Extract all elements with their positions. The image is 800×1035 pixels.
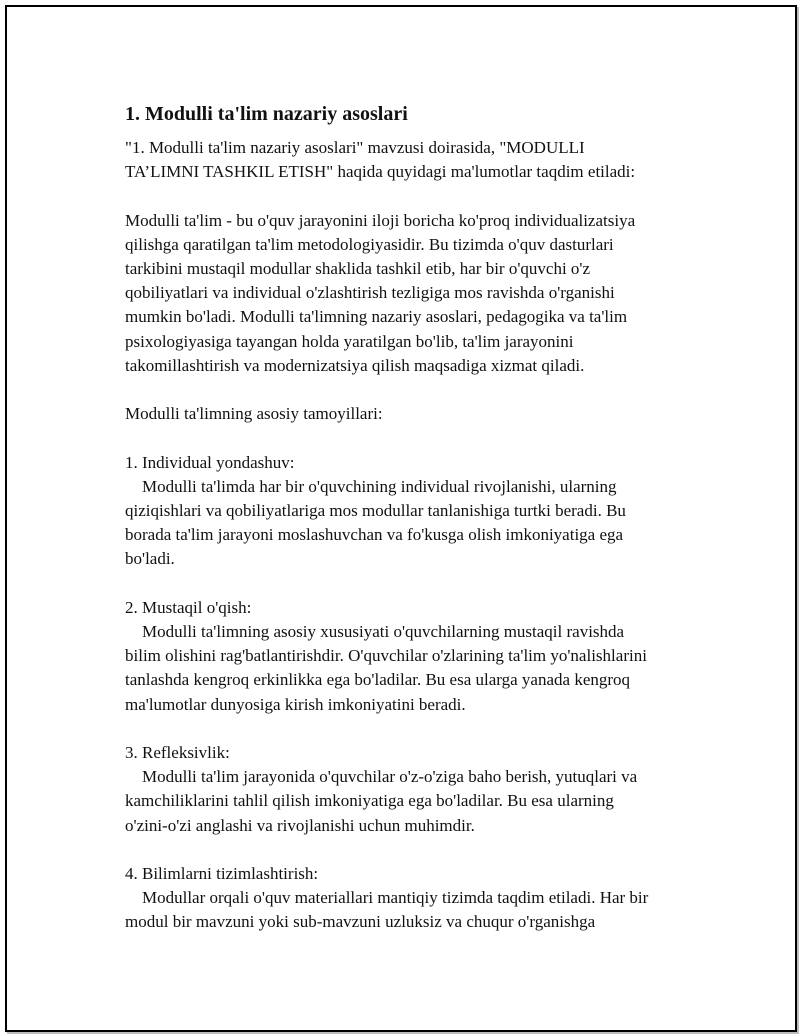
definition-line: tarkibini mustaqil modullar shaklida tashkil etib, har bir o'quvchi o'z [125, 259, 591, 278]
principle-line: Modulli ta'lim jarayonida o'quvchilar o'z-o'ziga baho berish, yutuqlari va [142, 767, 638, 787]
intro-line: TA’LIMNI TASHKIL ETISH" haqida quyidagi ma'lumotlar taqdim etiladi: [125, 162, 636, 182]
principle-line: kamchiliklarini tahlil qilish imkoniyatiga ega bo'ladilar. Bu esa ularning [125, 791, 614, 811]
principle-line: qiziqishlari va qobiliyatlariga mos modullar tanlanishiga turtki beradi. Bu [125, 501, 626, 520]
definition-line: takomillashtirish va modernizatsiya qilish maqsadiga xizmat qiladi. [125, 355, 585, 375]
definition-paragraph [125, 209, 725, 378]
principle-line: Modulli ta'limning asosiy xususiyati o'quvchilarning mustaqil ravishda [142, 622, 625, 641]
paragraph-gap [125, 426, 725, 450]
principle-line: Modullar orqali o'quv materiallari mantiqiy tizimda taqdim etiladi. Har bir [142, 888, 649, 908]
principle-heading: 1. Individual yondashuv: [125, 452, 295, 472]
principle-line: modul bir mavzuni yoki sub-mavzuni uzluksiz va chuqur o'rganishga [125, 912, 596, 932]
paragraph-gap [125, 378, 725, 402]
principle-line: tanlashda kengroq erkinlikka ega bo'ladilar. Bu esa ularga yanada kengroq [125, 670, 631, 690]
document-content [125, 101, 725, 935]
paragraph-gap [125, 184, 725, 208]
paragraph-gap [125, 717, 725, 741]
principle-line: bilim olishini rag'batlantirishdir. O'quvchilar o'zlarining ta'lim yo'nalishlarini [125, 646, 647, 666]
principle-line: borada ta'lim jarayoni moslashuvchan va fo'kusga olish imkoniyatiga ega [125, 525, 624, 545]
document-title: 1. Modulli ta'lim nazariy asoslari [125, 103, 408, 125]
definition-line: qilishga qaratilgan ta'lim metodologiyasidir. Bu tizimda o'quv dasturlari [125, 234, 614, 254]
principle-line: Modulli ta'limda har bir o'quvchining individual rivojlanishi, ularning [142, 476, 617, 496]
principle-line: bo'ladi. [125, 549, 175, 569]
paragraph-gap [125, 838, 725, 862]
principle-line: ma'lumotlar dunyosiga kirish imkoniyatini beradi. [125, 694, 466, 714]
principle-line: o'zini-o'zi anglashi va rivojlanishi uchun muhimdir. [125, 815, 475, 835]
definition-line: mumkin bo'ladi. Modulli ta'limning nazariy asoslari, pedagogika va ta'lim [125, 307, 628, 327]
document-page [5, 5, 797, 1032]
definition-line: Modulli ta'lim - bu o'quv jarayonini iloji boricha ko'proq individualizatsiya [125, 210, 636, 230]
intro-line: "1. Modulli ta'lim nazariy asoslari" mavzusi doirasida, "MODULLI [125, 138, 585, 157]
principle-item [125, 451, 725, 572]
principle-item [125, 862, 725, 935]
principle-item [125, 596, 725, 717]
intro-paragraph [125, 136, 725, 184]
principles-heading: Modulli ta'limning asosiy tamoyillari: [125, 404, 383, 424]
principle-heading: 4. Bilimlarni tizimlashtirish: [125, 864, 319, 883]
principle-item [125, 741, 725, 838]
paragraph-gap [125, 572, 725, 596]
principle-heading: 3. Refleksivlik: [125, 743, 230, 762]
definition-line: qobiliyatlari va individual o'zlashtirish tezligiga mos ravishda o'rganishi [125, 283, 615, 303]
definition-line: psixologiyasiga tayangan holda yaratilgan bo'lib, ta'lim jarayonini [125, 331, 574, 351]
principle-heading: 2. Mustaqil o'qish: [125, 597, 252, 617]
